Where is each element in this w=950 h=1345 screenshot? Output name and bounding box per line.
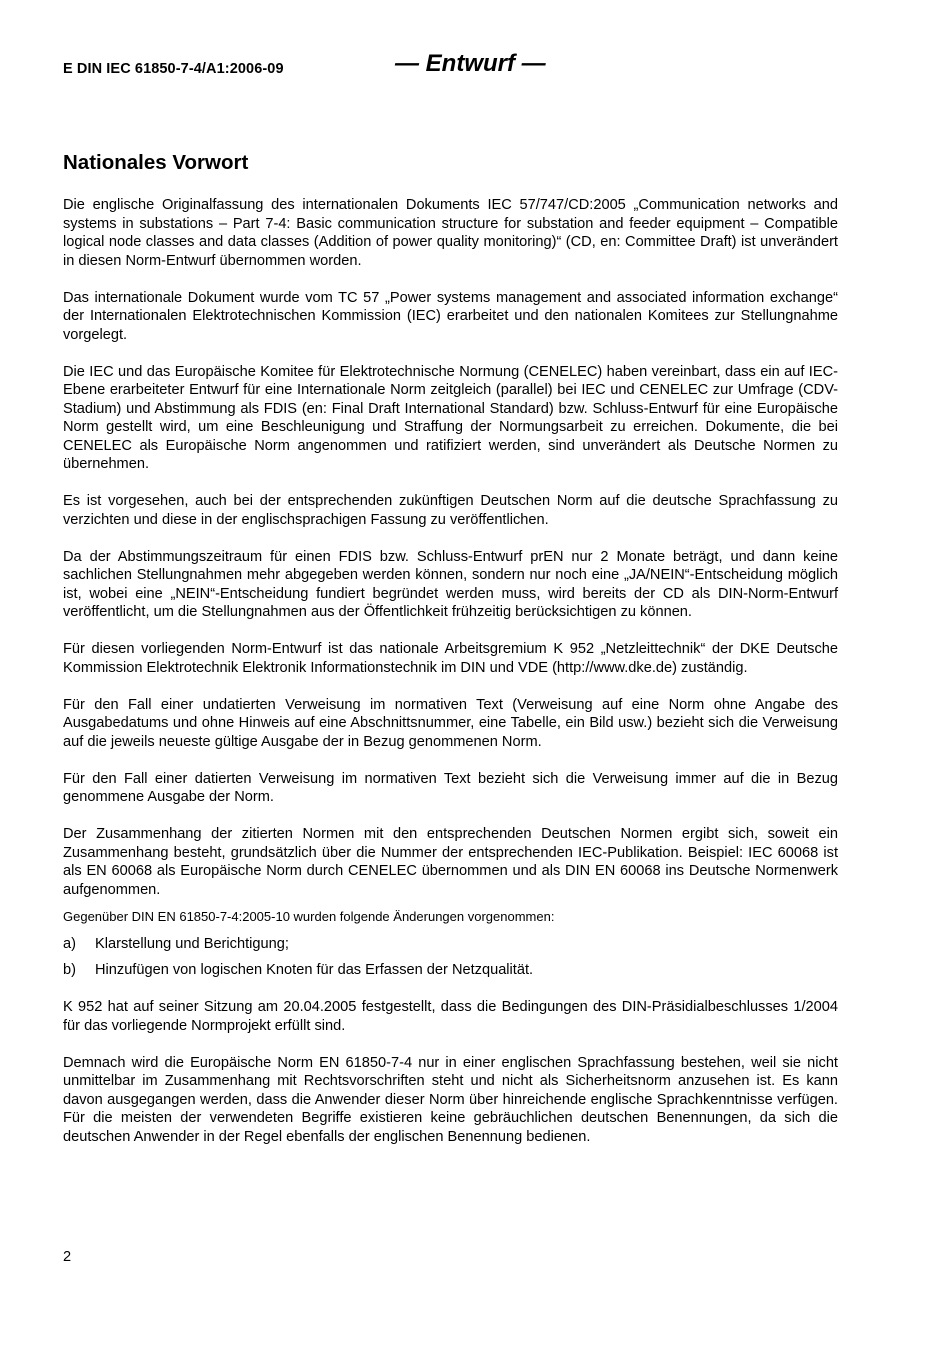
list-marker: b) [63,962,76,978]
list-item-text: Klarstellung und Berichtigung; [95,935,289,952]
change-list-item [63,935,838,954]
paragraph-k952-meeting: K 952 hat auf seiner Sitzung am 20.04.2005 festgestellt, dass die Bedingungen des DIN-Präsidialbeschlusses 1/2004 für das vorliegende Normprojekt erfüllt sind. [63,999,838,1034]
list-marker: a) [63,935,76,952]
document-id: E DIN IEC 61850-7-4/A1:2006-09 [63,61,284,77]
page-number: 2 [63,1249,72,1265]
paragraph-dated-reference: Für den Fall einer datierten Verweisung im normativen Text bezieht sich die Verweisung immer auf die in Bezug genommene Ausgabe der Norm. [63,770,838,805]
paragraph-voting-period: Da der Abstimmungszeitraum für einen FDIS bzw. Schluss-Entwurf prEN nur 2 Monate beträgt, und dann keine sachlichen Stellungnahmen mehr abgegeben werden können, sondern nur noch eine „JA/NEIN“-Entscheidung möglich ist, wobei eine „NEIN“-Entscheidung fundiert begründet werden muss, wird bereits der CD als DIN-Norm-Entwurf veröffentlicht, um die Stellungnahmen aus der Öffentlichkeit frühzeitig berücksichtigen zu können. [63,548,838,620]
section-title: Nationales Vorwort [63,151,249,174]
paragraph-changes-intro: Gegenüber DIN EN 61850-7-4:2005-10 wurden folgende Änderungen vorgenommen: [63,909,555,924]
paragraph-original-version: Die englische Originalfassung des internationalen Dokuments IEC 57/747/CD:2005 „Communication networks and systems in substations – Part 7-4: Basic communication structure for substation and feeder equipment – Compatible logical node classes and data classes (Addition of power quality monitoring)“ (CD, en: Committee Draft) ist unverändert in diesen Norm-Entwurf übernommen worden. [63,197,838,269]
paragraph-responsible-committee: Für diesen vorliegenden Norm-Entwurf ist das nationale Arbeitsgremium K 952 „Netzleittechnik“ der DKE Deutsche Kommission Elektrotechnik Elektronik Informationstechnik im DIN und VDE (http://www.dke.de) zuständig. [63,641,838,676]
paragraph-tc57: Das internationale Dokument wurde vom TC 57 „Power systems management and associated information exchange“ der Internationalen Elektrotechnischen Kommission (IEC) erarbeitet und den nationalen Komitees zur Stellungnahme vorgelegt. [63,289,838,343]
change-list-item [63,961,838,980]
paragraph-english-only: Demnach wird die Europäische Norm EN 61850-7-4 nur in einer englischen Sprachfassung bestehen, weil sie nicht unmittelbar im Zusammenhang mit Rechtsvorschriften steht und nicht als Sicherheitsnorm anzusehen ist. Es kann davon ausgegangen werden, dass die Anwender dieser Norm über hinreichende englische Sprachkenntnisse verfügen. Für die meisten der verwendeten Begriffe existieren keine gebräuchlichen deutschen Benennungen, da sich die deutschen Anwender in der Regel ebenfalls der englischen Benennung bedienen. [63,1054,838,1145]
paragraph-cited-standards: Der Zusammenhang der zitierten Normen mit den entsprechenden Deutschen Normen ergibt sich, soweit ein Zusammenhang besteht, grundsätzlich über die Nummer der entsprechenden IEC-Publikation. Beispiel: IEC 60068 ist als EN 60068 als Europäische Norm durch CENELEC übernommen und als DIN EN 60068 ins Deutsche Normenwerk aufgenommen. [63,826,838,898]
paragraph-language-version: Es ist vorgesehen, auch bei der entsprechenden zukünftigen Deutschen Norm auf die deutsche Sprachfassung zu verzichten und diese in der englischsprachigen Fassung zu veröffentlichen. [63,493,838,528]
paragraph-iec-cenelec: Die IEC und das Europäische Komitee für Elektrotechnische Normung (CENELEC) haben vereinbart, dass ein auf IEC-Ebene erarbeiteter Entwurf für eine Internationale Norm zeitgleich (parallel) bei IEC und CENELEC zur Umfrage (CDV-Stadium) und Abstimmung als FDIS (en: Final Draft International Standard) bzw. Schluss-Entwurf für eine Europäische Norm gestellt wird, um eine Beschleunigung und Straffung der Normungsarbeit zu erreichen. Dokumente, die bei CENELEC als Europäische Norm angenommen und ratifiziert werden, sind unverändert als Deutsche Normen zu übernehmen. [63,363,838,472]
document-body [63,196,838,1146]
draft-label: — Entwurf — [395,50,546,77]
paragraph-undated-reference: Für den Fall einer undatierten Verweisung im normativen Text (Verweisung auf eine Norm ohne Angabe des Ausgabedatums und ohne Hinweis auf eine Abschnittsnummer, eine Tabelle, ein Bild usw.) bezieht sich die Verweisung auf die jeweils neueste gültige Ausgabe der in Bezug genommenen Norm. [63,696,838,750]
list-item-text: Hinzufügen von logischen Knoten für das Erfassen der Netzqualität. [95,962,534,978]
